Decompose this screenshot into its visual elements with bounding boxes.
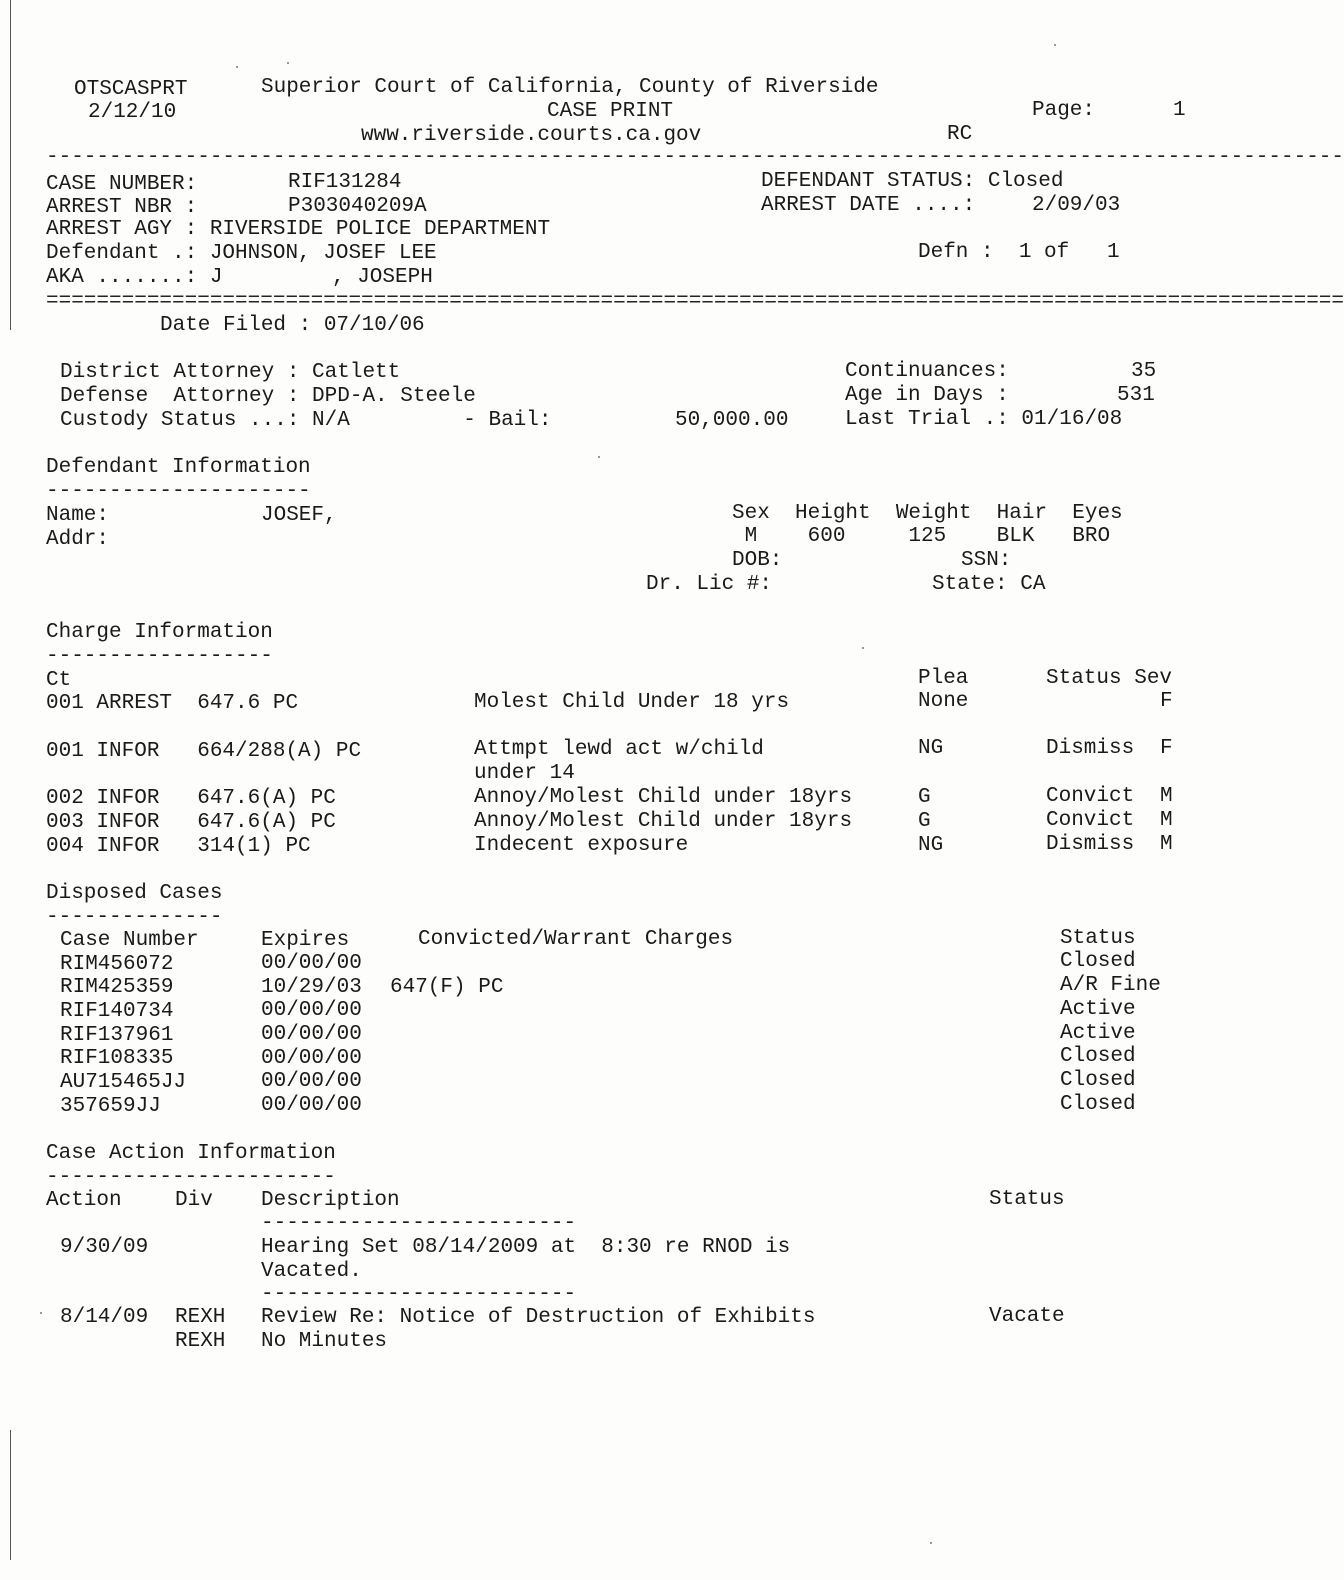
scan-speck (598, 456, 600, 458)
col-div: Div (175, 1189, 213, 1212)
scan-speck (236, 66, 238, 68)
defendant-number: Defn : 1 of 1 (918, 241, 1120, 264)
section-title-disposed: Disposed Cases (46, 882, 223, 905)
action-date: 8/14/09 (60, 1306, 149, 1329)
double-rule: ======================================================================================================= (46, 290, 1344, 313)
dob-label: DOB: (732, 549, 783, 572)
disposed-status: Active (1060, 1022, 1136, 1045)
scan-speck (1054, 44, 1056, 46)
section-title-charges: Charge Information (46, 621, 273, 644)
page-number: 1 (1173, 99, 1186, 122)
office-code: RC (947, 123, 973, 146)
charge-status: Convict (1046, 785, 1135, 808)
scan-speck (930, 1542, 932, 1544)
action-date: 9/30/09 (60, 1236, 149, 1259)
disposed-case-number: AU715465JJ (60, 1071, 187, 1094)
charge-plea: NG (918, 737, 944, 760)
case-number-label: CASE NUMBER: (46, 173, 198, 196)
disposed-status: Closed (1060, 1093, 1136, 1116)
charge-sev: F (1160, 690, 1173, 713)
charge-ct: 003 INFOR 647.6(A) PC (46, 811, 336, 834)
name-label: Name: (46, 504, 110, 527)
disposed-expires: 00/00/00 (261, 999, 362, 1022)
drivers-license-label: Dr. Lic #: (646, 573, 773, 596)
scan-speck (40, 1312, 42, 1314)
action-description: Hearing Set 08/14/2009 at 8:30 re RNOD is (261, 1236, 791, 1259)
action-status: Vacate (989, 1305, 1065, 1328)
print-date: 2/12/10 (88, 101, 177, 124)
state-value: State: CA (932, 573, 1046, 596)
charge-ct: 001 INFOR 664/288(A) PC (46, 740, 362, 763)
addr-label: Addr: (46, 528, 110, 551)
scan-margin-line (10, 0, 11, 330)
section-underline: ----------------------- (46, 1166, 336, 1189)
charge-ct: 002 INFOR 647.6(A) PC (46, 787, 336, 810)
page-label: Page: (1032, 99, 1096, 122)
col-description: Description (261, 1189, 400, 1212)
court-name: Superior Court of California, County of Riverside (261, 76, 879, 99)
arrest-date-label: ARREST DATE ....: (761, 194, 976, 217)
col-expires: Expires (261, 929, 350, 952)
district-attorney: District Attorney : Catlett (60, 361, 401, 384)
disposed-status: Closed (1060, 1069, 1136, 1092)
defendant-name: Defendant .: JOHNSON, JOSEF LEE (46, 242, 437, 265)
arrest-date: 2/09/03 (1032, 194, 1121, 217)
disposed-case-number: RIF137961 (60, 1024, 174, 1047)
charge-desc: Annoy/Molest Child under 18yrs (474, 786, 853, 809)
scan-speck (862, 647, 864, 649)
physical-values: M 600 125 BLK BRO (732, 525, 1111, 548)
status-sev-column-label: Status Sev (1046, 667, 1173, 690)
charge-sev: M (1160, 833, 1173, 856)
defendant-status: DEFENDANT STATUS: Closed (761, 170, 1064, 193)
ct-column-label: Ct (46, 669, 72, 692)
name-value: JOSEF, (261, 504, 337, 527)
disposed-case-number: RIM425359 (60, 976, 174, 999)
charge-sev: F (1160, 737, 1173, 760)
physical-header: Sex Height Weight Hair Eyes (732, 502, 1123, 525)
defense-attorney: Defense Attorney : DPD-A. Steele (60, 385, 476, 408)
charge-desc: Indecent exposure (474, 834, 689, 857)
action-div: REXH (175, 1330, 226, 1353)
charge-desc: Annoy/Molest Child under 18yrs (474, 810, 853, 833)
continuances-label: Continuances: (845, 360, 1009, 383)
action-div: REXH (175, 1306, 226, 1329)
disposed-expires: 00/00/00 (261, 952, 362, 975)
disposed-case-number: RIF108335 (60, 1047, 174, 1070)
disposed-charges: 647(F) PC (390, 976, 504, 999)
aka-value: , JOSEPH (332, 266, 433, 289)
custody-status: Custody Status ...: N/A - Bail: (60, 409, 552, 432)
charge-ct: 001 ARREST 647.6 PC (46, 692, 299, 715)
disposed-case-number: RIM456072 (60, 953, 174, 976)
disposed-status: A/R Fine (1060, 974, 1161, 997)
court-website: www.riverside.courts.ca.gov (361, 124, 702, 147)
bail-amount: 50,000.00 (675, 409, 789, 432)
program-code: OTSCASPRT (74, 78, 188, 101)
action-description: Review Re: Notice of Destruction of Exhibits (261, 1306, 816, 1329)
disposed-expires: 00/00/00 (261, 1094, 362, 1117)
disposed-case-number: RIF140734 (60, 1000, 174, 1023)
last-trial: Last Trial .: 01/16/08 (845, 408, 1123, 431)
charge-plea: NG (918, 834, 944, 857)
disposed-status: Closed (1060, 950, 1136, 973)
section-underline: -------------- (46, 906, 223, 929)
col-status: Status (1060, 927, 1136, 950)
charge-plea: None (918, 690, 969, 713)
scan-speck (287, 62, 289, 64)
col-convicted-charges: Convicted/Warrant Charges (418, 928, 734, 951)
charge-plea: G (918, 786, 931, 809)
arrest-nbr: P303040209A (288, 195, 427, 218)
charge-sev: M (1160, 785, 1173, 808)
age-value: 531 (1117, 384, 1155, 407)
charge-desc-continued: under 14 (474, 762, 575, 785)
charge-desc: Attmpt lewd act w/child (474, 738, 764, 761)
description-underline: ------------------------- (261, 1283, 577, 1306)
section-title-defendant: Defendant Information (46, 456, 311, 479)
charge-status: Convict (1046, 809, 1135, 832)
col-action-status: Status (989, 1188, 1065, 1211)
ssn-label: SSN: (961, 549, 1012, 572)
action-description-continued: Vacated. (261, 1260, 362, 1283)
age-label: Age in Days : (845, 384, 1009, 407)
continuances-value: 35 (1131, 360, 1157, 383)
charge-ct: 004 INFOR 314(1) PC (46, 835, 311, 858)
dashed-rule: ------------------------------------------------------------------------------------------------------- (46, 146, 1344, 169)
section-underline: ------------------ (46, 645, 273, 668)
disposed-status: Active (1060, 998, 1136, 1021)
disposed-status: Closed (1060, 1045, 1136, 1068)
charge-status: Dismiss (1046, 737, 1135, 760)
charge-sev: M (1160, 809, 1173, 832)
col-case-number: Case Number (60, 929, 199, 952)
date-filed: Date Filed : 07/10/06 (160, 314, 425, 337)
disposed-expires: 00/00/00 (261, 1047, 362, 1070)
plea-column-label: Plea (918, 667, 969, 690)
charge-desc: Molest Child Under 18 yrs (474, 691, 790, 714)
section-underline: --------------------- (46, 480, 311, 503)
aka-label: AKA .......: J (46, 266, 223, 289)
col-action: Action (46, 1189, 122, 1212)
case-number: RIF131284 (288, 171, 402, 194)
disposed-case-number: 357659JJ (60, 1095, 161, 1118)
arrest-nbr-label: ARREST NBR : (46, 196, 198, 219)
action-description: No Minutes (261, 1330, 388, 1353)
disposed-expires: 10/29/03 (261, 976, 362, 999)
disposed-expires: 00/00/00 (261, 1070, 362, 1093)
charge-plea: G (918, 810, 931, 833)
document-title: CASE PRINT (547, 100, 674, 123)
disposed-expires: 00/00/00 (261, 1023, 362, 1046)
description-underline: ------------------------- (261, 1212, 577, 1235)
scan-margin-line (10, 1430, 11, 1560)
arrest-agency: ARREST AGY : RIVERSIDE POLICE DEPARTMENT (46, 218, 551, 241)
section-title-actions: Case Action Information (46, 1142, 336, 1165)
charge-status: Dismiss (1046, 833, 1135, 856)
